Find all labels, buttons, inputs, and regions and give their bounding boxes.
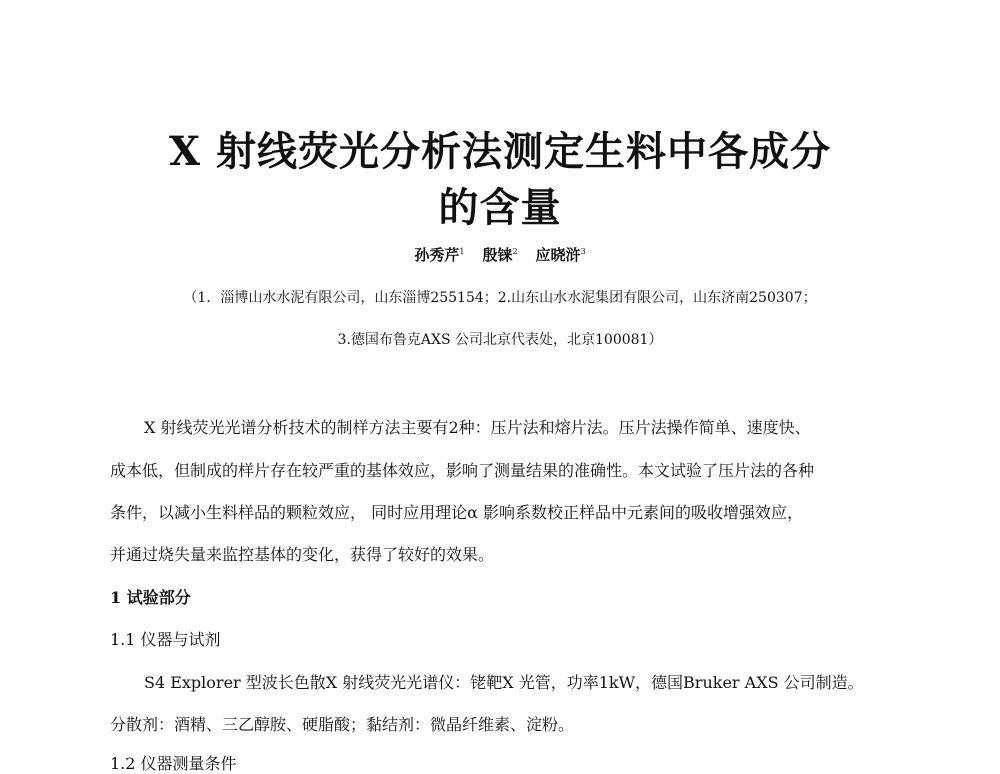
affiliation-line-1: （1．淄博山水水泥有限公司，山东淄博255154；2.山东山水水泥集团有限公司，山东济南250307； [183, 290, 817, 306]
paper-title-line-2: 的含量 [438, 184, 562, 231]
abstract-line-2: 成本低，但制成的样片存在较严重的基体效应，影响了测量结果的准确性。本文试验了压片法的各种 [110, 461, 815, 480]
paper-title-line-1: X 射线荧光分析法测定生料中各成分 [169, 128, 831, 175]
author-affiliation-mark: 2 [512, 247, 518, 256]
author-affiliation-mark: 3 [580, 247, 586, 256]
author-name: 殷铼 [482, 246, 513, 264]
author-name: 应晓浒 [535, 246, 581, 264]
section-heading: 1 试验部分 [110, 588, 191, 607]
abstract-line-4: 并通过烧失量来监控基体的变化，获得了较好的效果。 [110, 545, 495, 564]
abstract-line-3: 条件，以减小生料样品的颗粒效应， 同时应用理论α 影响系数校正样品中元素间的吸收增强效应， [110, 503, 803, 522]
body-text-line-1: S4 Explorer 型波长色散X 射线荧光光谱仪：铑靶X 光管，功率1kW，德国Bruker AXS 公司制造。 [144, 673, 864, 692]
author-list [0, 248, 1000, 263]
cut-off-next-line [110, 751, 410, 773]
affiliation-line-2: 3.德国布鲁克AXS 公司北京代表处，北京100081） [337, 332, 663, 348]
author-name: 孙秀芹 [414, 246, 460, 264]
body-text-line-2: 分散剂：酒精、三乙醇胺、硬脂酸；黏结剂：微晶纤维素、淀粉。 [110, 715, 575, 734]
subsection-heading: 1.1 仪器与试剂 [110, 630, 221, 649]
next-subsection-heading-partial: 1.2 仪器测量条件 [110, 754, 237, 773]
author-affiliation-mark: 1 [459, 247, 465, 256]
abstract-line-1: X 射线荧光光谱分析技术的制样方法主要有2种：压片法和熔片法。压片法操作简单、速度快、 [144, 418, 811, 437]
